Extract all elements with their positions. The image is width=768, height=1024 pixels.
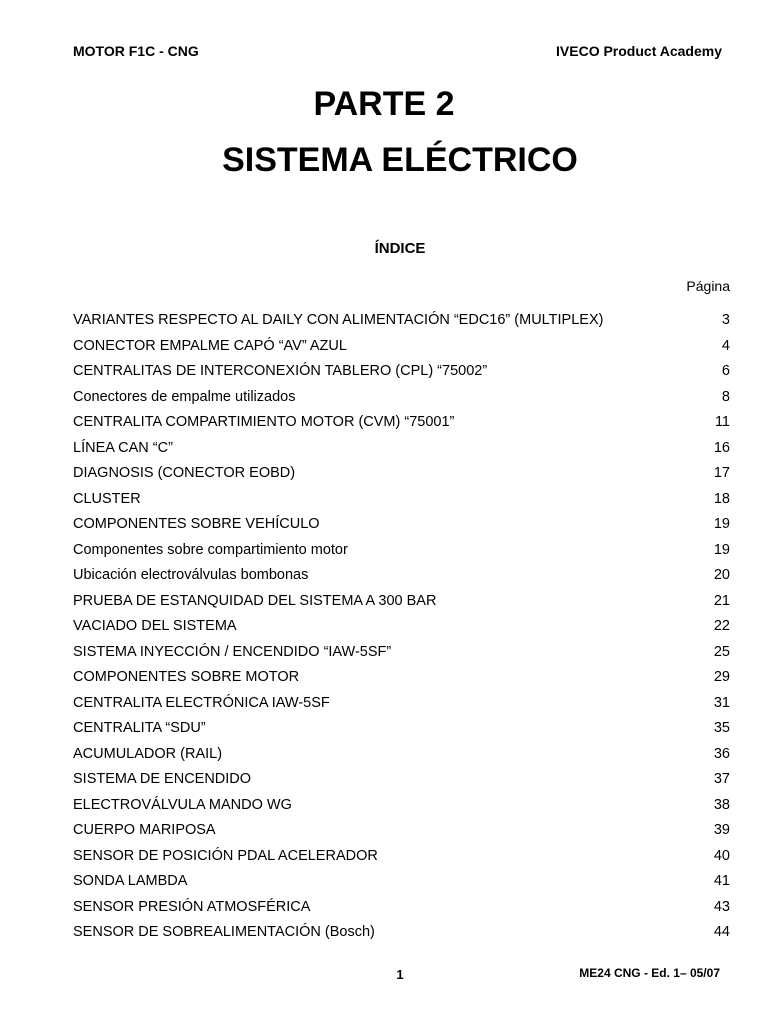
- toc-entry: [73, 872, 730, 898]
- toc-entry: [73, 388, 730, 414]
- toc-entry-page: 20: [713, 567, 730, 583]
- toc-entry-page: 37: [713, 771, 730, 787]
- toc-entry-label: Conectores de empalme utilizados: [73, 388, 296, 405]
- toc-entry-page: 44: [713, 924, 730, 940]
- toc-entry: [73, 439, 730, 465]
- toc-entry-page: 11: [714, 414, 730, 430]
- toc-entry: [73, 592, 730, 618]
- toc-entry-page: 19: [713, 516, 730, 532]
- toc-entry-page: 40: [713, 847, 730, 864]
- footer-edition: ME24 CNG - Ed. 1– 05/07: [579, 966, 720, 980]
- section-title: SISTEMA ELÉCTRICO: [222, 141, 578, 179]
- table-of-contents: [73, 311, 730, 949]
- toc-entry-page: 39: [713, 822, 730, 838]
- toc-entry-page: 19: [713, 541, 730, 558]
- toc-entry-page: 17: [713, 465, 730, 481]
- toc-entry-label: CLUSTER: [73, 490, 141, 507]
- toc-entry-label: LÍNEA CAN “C”: [73, 439, 173, 456]
- toc-entry-page: 22: [713, 618, 730, 634]
- toc-entry-label: SONDA LAMBDA: [73, 873, 188, 889]
- toc-entry-page: 31: [713, 694, 730, 711]
- toc-entry-label: CONECTOR EMPALME CAPÓ “AV” AZUL: [73, 337, 347, 354]
- toc-entry-label: SISTEMA INYECCIÓN / ENCENDIDO “IAW-5SF”: [73, 643, 392, 660]
- toc-entry-label: VARIANTES RESPECTO AL DAILY CON ALIMENTACIÓN “EDC16” (MULTIPLEX): [73, 312, 604, 328]
- toc-entry: [73, 311, 730, 337]
- toc-entry-label: CENTRALITAS DE INTERCONEXIÓN TABLERO (CPL) “75002”: [73, 363, 488, 379]
- toc-entry-page: 21: [713, 592, 730, 609]
- index-title: ÍNDICE: [374, 240, 426, 257]
- toc-entry-page: 29: [713, 669, 730, 685]
- toc-entry-page: 18: [713, 490, 730, 507]
- toc-entry: [73, 821, 730, 847]
- toc-entry: [73, 847, 730, 873]
- toc-entry-label: Componentes sobre compartimiento motor: [73, 541, 348, 558]
- toc-entry-label: CUERPO MARIPOSA: [73, 822, 216, 838]
- toc-entry: [73, 745, 730, 771]
- toc-entry: [73, 694, 730, 720]
- toc-entry: [73, 796, 730, 822]
- toc-entry: [73, 617, 730, 643]
- toc-entry-label: COMPONENTES SOBRE VEHÍCULO: [73, 516, 320, 532]
- toc-entry: [73, 464, 730, 490]
- toc-entry: [73, 337, 730, 363]
- toc-entry-label: PRUEBA DE ESTANQUIDAD DEL SISTEMA A 300 BAR: [73, 592, 437, 609]
- toc-entry-page: 16: [713, 439, 730, 456]
- toc-entry-page: 41: [713, 873, 730, 889]
- toc-entry-page: 8: [721, 388, 730, 405]
- toc-entry-label: CENTRALITA ELECTRÓNICA IAW-5SF: [73, 694, 330, 711]
- toc-entry: [73, 541, 730, 567]
- toc-entry-page: 35: [713, 720, 730, 736]
- toc-entry: [73, 898, 730, 924]
- toc-entry: [73, 490, 730, 516]
- toc-entry-label: SENSOR PRESIÓN ATMOSFÉRICA: [73, 898, 311, 915]
- toc-entry-label: VACIADO DEL SISTEMA: [73, 618, 237, 634]
- toc-entry-label: DIAGNOSIS (CONECTOR EOBD): [73, 465, 296, 481]
- toc-entry: [73, 719, 730, 745]
- toc-entry: [73, 362, 730, 388]
- toc-entry-page: 43: [713, 898, 730, 915]
- toc-entry-page: 3: [721, 312, 730, 328]
- toc-entry-label: SENSOR DE SOBREALIMENTACIÓN (Bosch): [73, 924, 375, 940]
- part-title: PARTE 2: [313, 85, 455, 123]
- toc-entry-label: SISTEMA DE ENCENDIDO: [73, 771, 252, 787]
- toc-entry-label: CENTRALITA COMPARTIMIENTO MOTOR (CVM) “75001”: [73, 414, 455, 430]
- toc-entry: [73, 923, 730, 949]
- toc-entry-page: 36: [713, 745, 730, 762]
- toc-entry: [73, 515, 730, 541]
- toc-entry-label: CENTRALITA “SDU”: [73, 720, 206, 736]
- footer-page-number: 1: [396, 967, 404, 982]
- toc-entry-page: 38: [713, 796, 730, 813]
- header-right-title: IVECO Product Academy: [556, 43, 722, 59]
- toc-entry: [73, 668, 730, 694]
- toc-entry-page: 25: [713, 643, 730, 660]
- toc-entry-page: 4: [721, 337, 730, 354]
- toc-entry-label: COMPONENTES SOBRE MOTOR: [73, 669, 300, 685]
- toc-entry: [73, 770, 730, 796]
- toc-entry-page: 6: [721, 363, 730, 379]
- toc-entry: [73, 643, 730, 669]
- toc-entry-label: ELECTROVÁLVULA MANDO WG: [73, 796, 292, 813]
- toc-entry-label: Ubicación electroválvulas bombonas: [73, 567, 309, 583]
- toc-entry-label: ACUMULADOR (RAIL): [73, 745, 223, 762]
- toc-entry-label: SENSOR DE POSICIÓN PDAL ACELERADOR: [73, 847, 378, 864]
- toc-entry: [73, 566, 730, 592]
- page-column-label: Página: [686, 278, 730, 294]
- toc-entry: [73, 413, 730, 439]
- header-left-title: MOTOR F1C - CNG: [73, 43, 199, 59]
